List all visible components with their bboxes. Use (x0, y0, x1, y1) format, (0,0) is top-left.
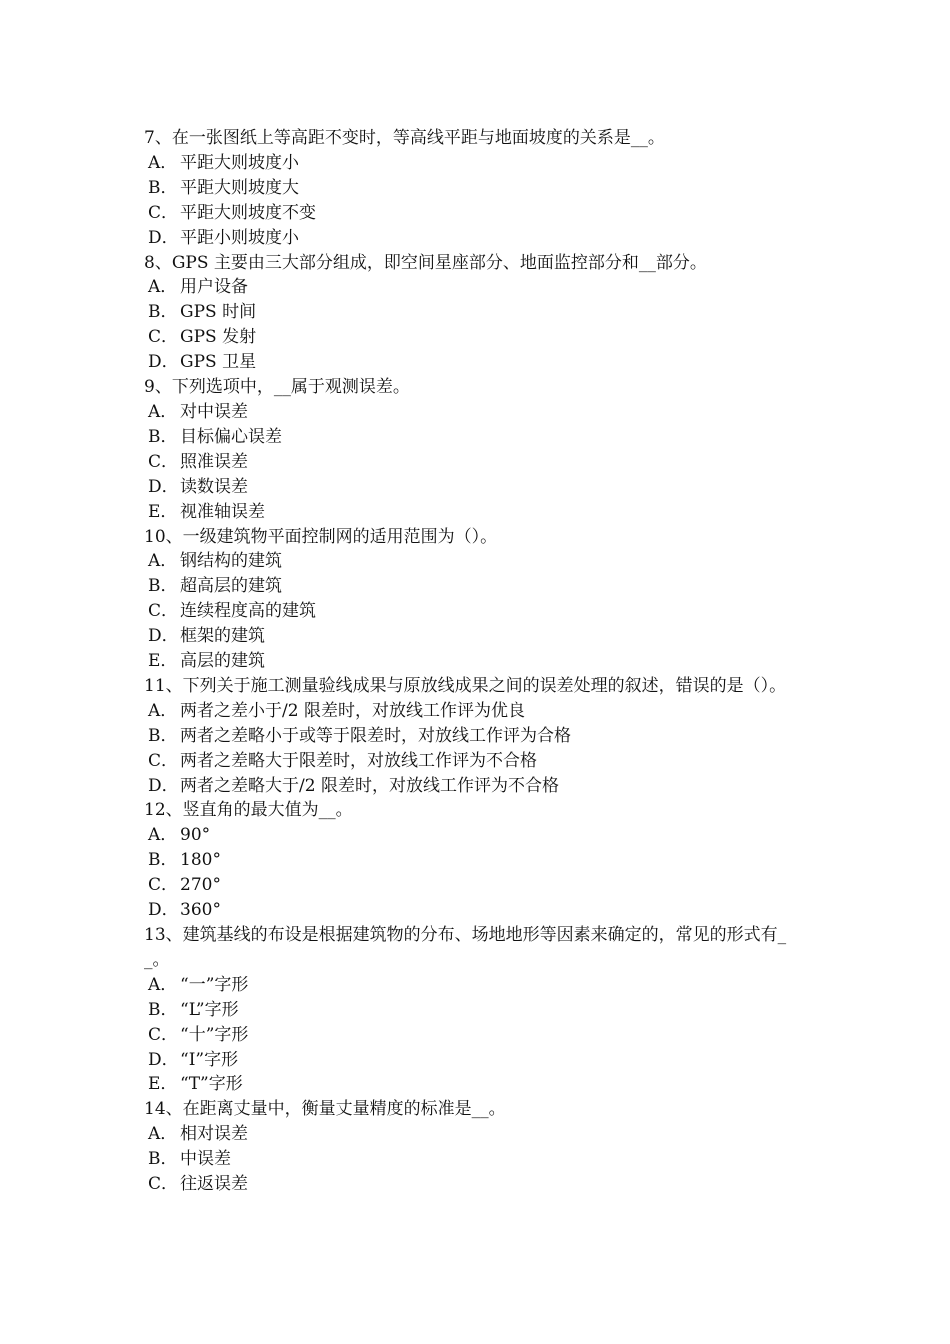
option-text: GPS 卫星 (180, 352, 257, 373)
answer-option (144, 599, 808, 624)
option-text: 270° (180, 875, 221, 896)
answer-option (144, 848, 808, 873)
option-letter: D． (148, 775, 179, 796)
option-letter: B． (148, 177, 178, 198)
option-letter: A． (148, 551, 178, 572)
option-text: 超高层的建筑 (180, 576, 282, 597)
option-letter: B． (148, 576, 178, 597)
question-text: 7、在一张图纸上等高距不变时，等高线平距与地面坡度的关系是__。 (144, 128, 665, 148)
option-text: 平距大则坡度大 (180, 177, 299, 198)
option-letter: C． (148, 451, 179, 472)
option-letter: B． (148, 850, 178, 871)
option-letter: B． (148, 1149, 178, 1170)
option-text: 180° (180, 850, 221, 871)
option-letter: C． (148, 875, 179, 896)
option-letter: B． (148, 999, 178, 1020)
option-letter: D． (148, 1049, 179, 1070)
option-text: “I”字形 (180, 1049, 239, 1070)
option-text: 高层的建筑 (180, 651, 265, 672)
option-text: 中误差 (180, 1149, 231, 1170)
question-block (144, 1097, 808, 1197)
option-text: “T”字形 (180, 1074, 243, 1095)
option-letter: E． (148, 651, 178, 672)
answer-option (144, 500, 808, 525)
option-letter: C． (148, 202, 179, 223)
question-block (144, 375, 808, 524)
option-letter: C． (148, 1174, 179, 1195)
option-letter: D． (148, 900, 179, 921)
answer-option (144, 1023, 808, 1048)
answer-option (144, 749, 808, 774)
question-block (144, 674, 808, 799)
option-letter: D． (148, 476, 179, 497)
answer-option (144, 649, 808, 674)
answer-option (144, 574, 808, 599)
answer-option (144, 699, 808, 724)
option-text: 照准误差 (180, 451, 248, 472)
option-text: 平距大则坡度不变 (180, 202, 316, 223)
option-letter: A． (148, 401, 178, 422)
answer-option (144, 450, 808, 475)
question-text: 12、竖直角的最大值为__。 (144, 800, 353, 821)
option-letter: C． (148, 750, 179, 771)
option-letter: E． (148, 501, 178, 522)
answer-option (144, 873, 808, 898)
document-page (144, 126, 808, 1197)
option-letter: A． (148, 277, 178, 298)
option-letter: A． (148, 825, 178, 846)
option-letter: D． (148, 352, 179, 373)
answer-option (144, 325, 808, 350)
option-text: 钢结构的建筑 (180, 551, 282, 572)
answer-option (144, 475, 808, 500)
answer-option (144, 400, 808, 425)
option-letter: B． (148, 426, 178, 447)
answer-option (144, 201, 808, 226)
answer-option (144, 1048, 808, 1073)
option-letter: C． (148, 601, 179, 622)
option-letter: A． (148, 152, 178, 173)
option-text: 连续程度高的建筑 (180, 601, 316, 622)
option-text: 平距大则坡度小 (180, 152, 299, 173)
option-text: 框架的建筑 (180, 626, 265, 647)
answer-option (144, 350, 808, 375)
answer-option (144, 973, 808, 998)
answer-option (144, 425, 808, 450)
option-letter: C． (148, 327, 179, 348)
option-text: 90° (180, 825, 211, 846)
option-text: “十”字形 (180, 1024, 249, 1045)
question-text: 14、在距离丈量中，衡量丈量精度的标准是__。 (144, 1099, 506, 1120)
option-letter: E． (148, 1074, 178, 1095)
answer-option (144, 300, 808, 325)
option-text: 视准轴误差 (180, 501, 265, 522)
answer-option (144, 998, 808, 1023)
option-letter: D． (148, 626, 179, 647)
question-text: 8、GPS 主要由三大部分组成，即空间星座部分、地面监控部分和__部分。 (144, 252, 707, 273)
option-text: 读数误差 (180, 476, 248, 497)
option-text: 两者之差小于/2 限差时，对放线工作评为优良 (180, 700, 525, 721)
option-letter: A． (148, 700, 178, 721)
option-text: 对中误差 (180, 401, 248, 422)
option-letter: B． (148, 302, 178, 323)
answer-option (144, 1072, 808, 1097)
option-letter: A． (148, 1124, 178, 1145)
question-text: 10、一级建筑物平面控制网的适用范围为（）。 (144, 526, 498, 547)
option-letter: D． (148, 227, 179, 248)
answer-option (144, 898, 808, 923)
question-text: 9、下列选项中，__属于观测误差。 (144, 377, 410, 398)
option-text: 目标偏心误差 (180, 426, 282, 447)
option-text: 两者之差略大于/2 限差时，对放线工作评为不合格 (180, 775, 559, 796)
question-text: 11、下列关于施工测量验线成果与原放线成果之间的误差处理的叙述，错误的是（）。 (144, 675, 787, 696)
option-text: 相对误差 (180, 1124, 248, 1145)
option-text: “一”字形 (180, 974, 249, 995)
option-text: 用户设备 (180, 277, 248, 298)
answer-option (144, 724, 808, 749)
answer-option (144, 151, 808, 176)
question-block (144, 251, 808, 376)
answer-option (144, 176, 808, 201)
option-text: 360° (180, 900, 221, 921)
answer-option (144, 624, 808, 649)
answer-option (144, 226, 808, 251)
answer-option (144, 1122, 808, 1147)
question-block (144, 126, 808, 251)
question-block (144, 923, 808, 1097)
option-letter: A． (148, 974, 178, 995)
answer-option (144, 275, 808, 300)
option-letter: C． (148, 1024, 179, 1045)
option-text: 往返误差 (180, 1174, 248, 1195)
option-text: GPS 发射 (180, 327, 257, 348)
answer-option (144, 823, 808, 848)
option-text: 两者之差略大于限差时，对放线工作评为不合格 (180, 750, 537, 771)
option-text: 两者之差略小于或等于限差时，对放线工作评为合格 (180, 725, 571, 746)
answer-option (144, 1172, 808, 1197)
question-block (144, 798, 808, 923)
question-text: 13、建筑基线的布设是根据建筑物的分布、场地地形等因素来确定的，常见的形式有__。 (144, 925, 787, 970)
answer-option (144, 774, 808, 799)
option-text: “L”字形 (180, 999, 239, 1020)
answer-option (144, 549, 808, 574)
option-letter: B． (148, 725, 178, 746)
question-block (144, 525, 808, 674)
option-text: 平距小则坡度小 (180, 227, 299, 248)
option-text: GPS 时间 (180, 302, 257, 323)
answer-option (144, 1147, 808, 1172)
